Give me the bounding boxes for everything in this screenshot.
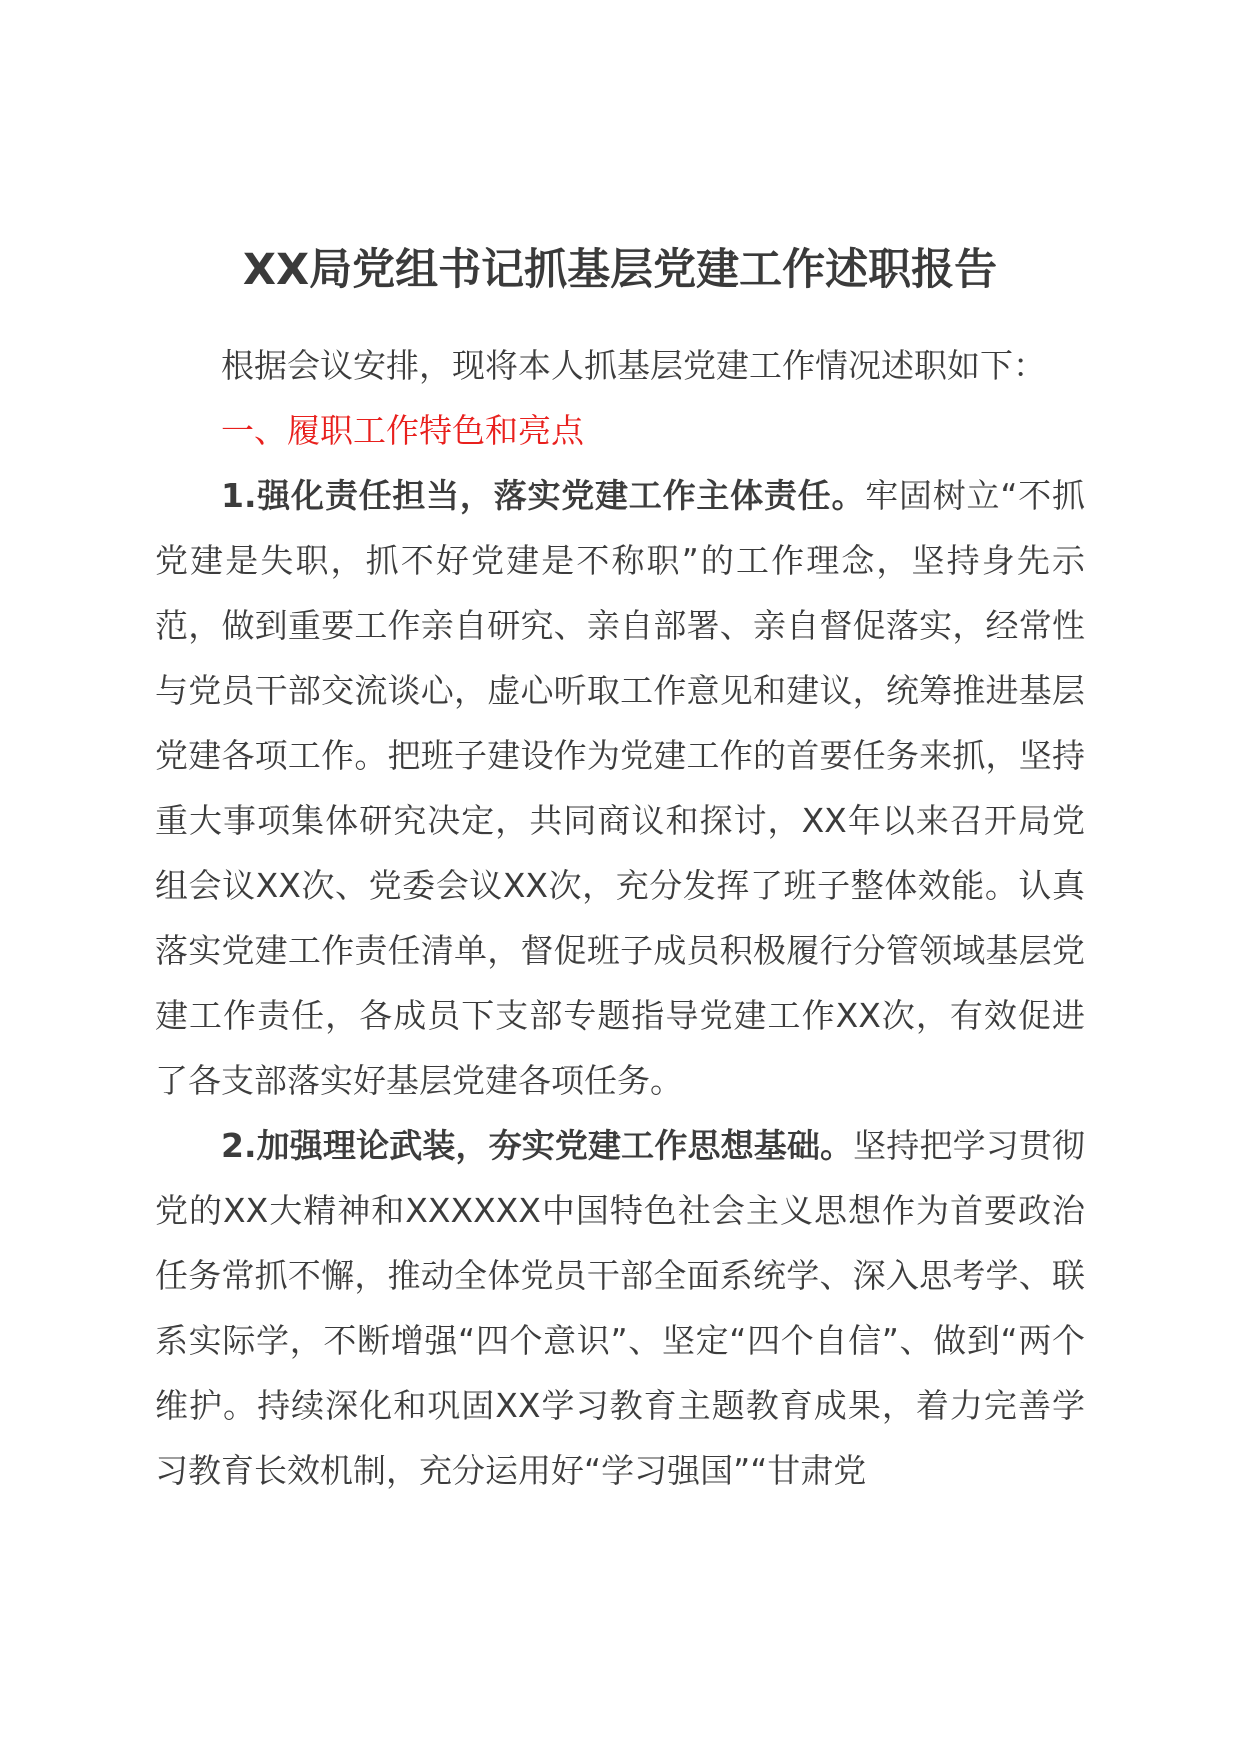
paragraph-1-body: 牢固树立“不抓党建是失职，抓不好党建是不称职”的工作理念，坚持身先示范，做到重要工作亲自研究、亲自部署、亲自督促落实，经常性与党员干部交流谈心，虚心听取工作意见和建议，统筹推进基层党建各项工作。把班子建设作为党建工作的首要任务来抓，坚持重大事项集体研究决定，共同商议和探讨，XX年以来召开局党组会议XX次、党委会议XX次，充分发挥了班子整体效能。认真落实党建工作责任清单，督促班子成员积极履行分管领域基层党建工作责任，各成员下支部专题指导党建工作XX次，有效促进了各支部落实好基层党建各项任务。 (155, 476, 1085, 1100)
paragraph-2-lead: 2.加强理论武装，夯实党建工作思想基础。 (221, 1126, 854, 1165)
intro-paragraph: 根据会议安排，现将本人抓基层党建工作情况述职如下： (221, 346, 1046, 385)
paragraph-1-lead: 1.强化责任担当，落实党建工作主体责任。 (221, 476, 866, 515)
section-heading: 一、履职工作特色和亮点 (221, 411, 584, 450)
document-title: XX局党组书记抓基层党建工作述职报告 (242, 245, 998, 295)
paragraph-2 (155, 1113, 1085, 1503)
paragraph-2-body: 坚持把学习贯彻党的XX大精神和XXXXXX中国特色社会主义思想作为首要政治任务常抓不懈，推动全体党员干部全面系统学、深入思考学、联系实际学，不断增强“四个意识”、坚定“四个自信”、做到“两个维护。持续深化和巩固XX学习教育主题教育成果，着力完善学习教育长效机制，充分运用好“学习强国”“甘肃党 (155, 1126, 1086, 1490)
document-body (155, 333, 1085, 1503)
paragraph-1 (155, 463, 1085, 1113)
